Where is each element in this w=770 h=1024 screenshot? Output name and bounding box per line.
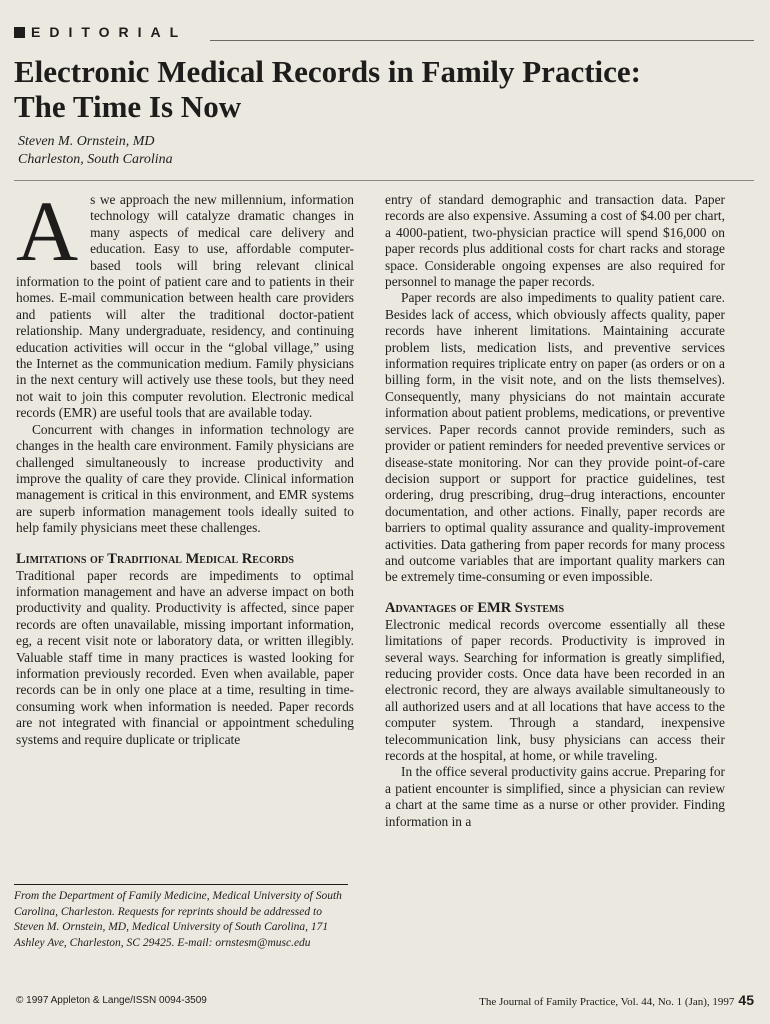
right-paragraph-2: Paper records are also impediments to quality patient care. Besides lack of access, which obviously affects quality, paper records have inherent limitations. Maintaining accurate problem lists, medication lists, and preventive services information requires triplicate entry on paper (as orders or on a billing form, in the visit note, and on the lists themselves). Consequently, many physicians do not maintain accurate information about patient problems, medications, or preventive services. Paper records cannot provide reminders, such as provider or patient reminders for needed preventive services or disease-state monitoring. Nor can they provide point-of-care decision support or support for practice guidelines, test ordering, drug prescribing, drug–drug interactions, encounter documentation, and other actions. Finally, paper records are barriers to optimal quality assurance and quality-improvement activities. Data gathering from paper records for many process and outcome variables that are important quality markers can be extremely time-consuming or even impossible.	[385, 290, 725, 585]
left-paragraph-1-text: s we approach the new millennium, information technology will catalyze dramatic changes in many aspects of medical care delivery and education. Easy to use, affordable computer-based tools will bring relevant clinical information to the point of patient care and to patients in their homes. E-mail communication between health care providers and patients will alter the traditional doctor-patient relationship. Many undergraduate, residency, and continuing education activities will occur in the “global village,” using the Internet as the communication medium. Family physicians in the next century will actively use these tools, but they need not wait to join this computer revolution. Electronic medical records (EMR) are useful tools that are available today.	[16, 192, 354, 421]
header-rule	[210, 40, 754, 41]
right-column	[385, 192, 725, 830]
section-label-text: EDITORIAL	[31, 24, 188, 40]
article-title	[14, 54, 754, 124]
left-column	[16, 183, 354, 748]
right-paragraph-1: entry of standard demographic and transaction data. Paper records are also expensive. Assuming a cost of $4.00 per chart, a 4000-patient, two-physician practice will spend $16,000 on paper records plus additional costs for chart racks and storage space. Considerable ongoing expenses are also required for personnel to manage the paper records.	[385, 192, 725, 290]
left-paragraph-2: Concurrent with changes in information technology are changes in the health care environment. Family physicians are challenged simultaneously to increase productivity and improve the quality of care they provide. Clinical information management is critical in this environment, and EMR systems are superb information management tools ideally suited to help family physicians meet these challenges.	[16, 421, 354, 536]
heading-limitations: Limitations of Traditional Medical Records	[16, 550, 294, 567]
title-line-1: Electronic Medical Records in Family Practice:	[14, 54, 641, 89]
footer-journal-text: The Journal of Family Practice, Vol. 44, No. 1 (Jan), 1997	[479, 996, 735, 1008]
author-name: Steven M. Ornstein, MD	[18, 134, 155, 149]
right-paragraph-3: Electronic medical records overcome essentially all these limitations of paper records. Productivity is improved in several ways. Searching for information is greatly simplified, reducing provider costs. Once data have been recorded in an electronic record, they are always available simultaneously to all authorized users and at all locations that have access to the computer system. Through a standard, inexpensive telecommunication link, busy physicians can access their records at the hospital, at home, or while traveling.	[385, 616, 725, 763]
left-paragraph-3: Traditional paper records are impediments to optimal information management and have an adverse impact on both productivity and quality. Productivity is affected, since paper records are often unavailable, missing important information, eg, a recent visit note or laboratory data, or written illegibly. Valuable staff time in many practices is wasted looking for information previously recorded. Even when available, paper records can be in only one place at a time, resulting in time-consuming work when information is needed. Paper records are not integrated with financial or appointment scheduling systems and require duplicate or triplicate	[16, 567, 354, 747]
footer-journal	[479, 992, 754, 1008]
footnote: From the Department of Family Medicine, Medical University of South Carolina, Charleston. Requests for reprints should be addressed to Steven M. Ornstein, MD, Medical University of South Carolina, 171 Ashley Ave, Charleston, SC 29425. E-mail: ornstesm@musc.edu	[14, 890, 342, 949]
left-paragraph-1	[16, 183, 354, 422]
page-number: 45	[738, 992, 754, 1008]
byline	[18, 133, 173, 169]
heading-advantages: Advantages of EMR Systems	[385, 599, 565, 616]
title-line-2: The Time Is Now	[14, 89, 242, 124]
footnote-rule	[14, 884, 348, 885]
right-paragraph-4: In the office several productivity gains accrue. Preparing for a patient encounter is simplified, since a physician can review a chart at the same time as a nurse or other provider. Finding information in a	[385, 764, 725, 829]
footer-copyright: © 1997 Appleton & Lange/ISSN 0094-3509	[16, 995, 207, 1006]
section-square-icon	[14, 27, 25, 38]
byline-rule	[14, 180, 754, 181]
author-location: Charleston, South Carolina	[18, 152, 173, 167]
section-label	[14, 24, 187, 40]
drop-cap: A	[16, 183, 79, 279]
